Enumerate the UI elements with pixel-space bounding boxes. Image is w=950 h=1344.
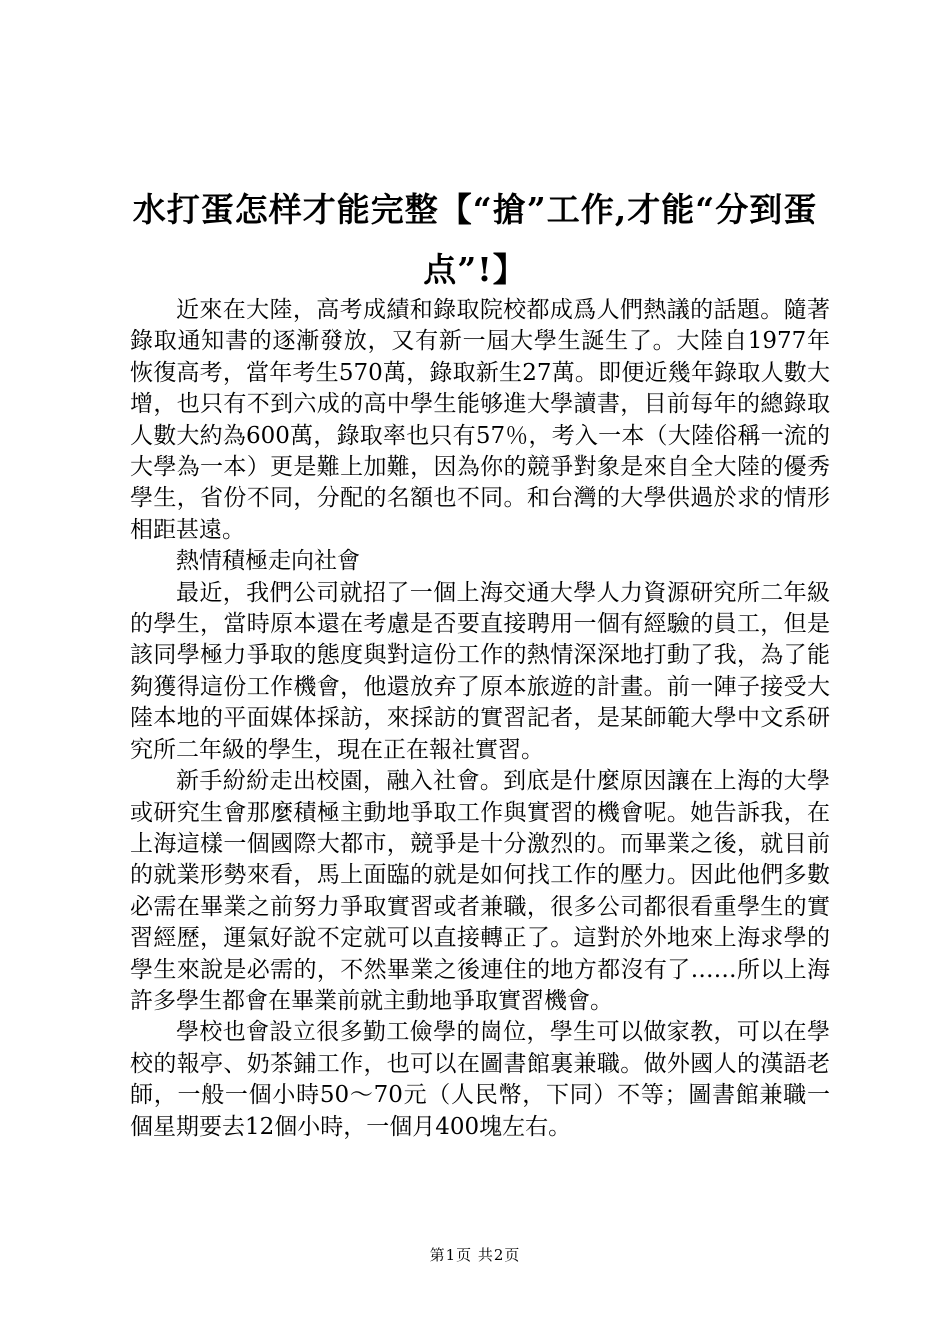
paragraph: 學校也會設立很多勤工儉學的崗位，學生可以做家教，可以在學校的報亭、奶茶鋪工作，也可以在圖書館裏兼職。做外國人的漢語老師，一般一個小時50～70元（人民幣，下同）不等；圖書館兼職一個星期要去12個小時，一個月400塊左右。	[130, 1019, 830, 1140]
section-heading: 熱情積極走向社會	[176, 548, 360, 575]
paragraph: 近來在大陸，高考成績和錄取院校都成爲人們熱議的話題。隨著錄取通知書的逐漸發放，又有新一屆大學生誕生了。大陸自1977年恢復高考，當年考生570萬，錄取新生27萬。即便近幾年錄取人數大增，也只有不到六成的高中學生能够進大學讀書，目前每年的總錄取人數大約為600萬，錄取率也只有57％，考入一本（大陸俗稱一流的大學為一本）更是難上加難，因為你的競爭對象是來自全大陸的優秀學生，省份不同，分配的名額也不同。和台灣的大學供過於求的情形相距甚遠。	[130, 297, 830, 543]
document-title: 水打蛋怎样才能完整【“搶”工作,才能“分到蛋点”!】	[132, 190, 818, 289]
paragraph: 最近，我們公司就招了一個上海交通大學人力資源研究所二年級的學生，當時原本還在考慮是否要直接聘用一個有經驗的員工，但是該同學極力爭取的態度與對這份工作的熱情深深地打動了我，為了能夠獲得這份工作機會，他還放弃了原本旅遊的計畫。前一陣子接受大陸本地的平面媒体採訪，來採訪的實習記者，是某師範大學中文系研究所二年級的學生，現在正在報社實習。	[130, 579, 830, 763]
document-body	[130, 295, 830, 1143]
page-number-footer: 第1页 共2页	[429, 1246, 521, 1264]
paragraph: 新手紛紛走出校園，融入社會。到底是什麼原因讓在上海的大學或研究生會那麼積極主動地爭取工作與實習的機會呢。她告訴我，在上海這樣一個國際大都市，競爭是十分激烈的。而畢業之後，就目前的就業形勢來看，馬上面臨的就是如何找工作的壓力。因此他們多數必需在畢業之前努力爭取實習或者兼職，很多公司都很看重學生的實習經歷，運氣好說不定就可以直接轉正了。這對於外地來上海求學的學生來說是必需的，不然畢業之後連住的地方都沒有了……所以上海許多學生都會在畢業前就主動地爭取實習機會。	[130, 768, 830, 1014]
